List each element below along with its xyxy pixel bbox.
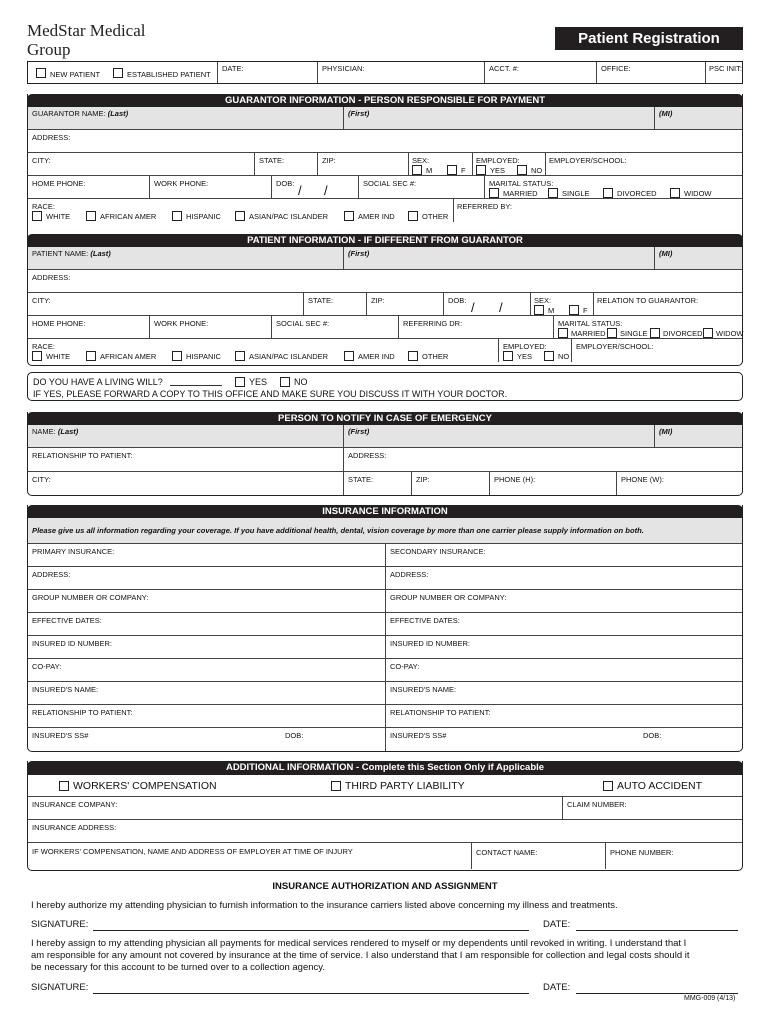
guarantor-referred-field[interactable]: REFERRED BY: [457, 202, 513, 211]
race-african-label: AFRICAN AMER [100, 212, 157, 221]
secondary-dob-field[interactable]: DOB: [643, 731, 662, 740]
primary-group-field[interactable]: GROUP NUMBER OR COMPANY: [32, 593, 149, 602]
patient-employed-label: EMPLOYED: [503, 342, 547, 351]
guarantor-divorced-checkbox[interactable] [603, 188, 613, 198]
secondary-insured-ss-field[interactable]: INSURED'S SS# [390, 731, 447, 740]
signature-label: SIGNATURE: [31, 919, 89, 930]
workers-comp-label: WORKERS' COMPENSATION [73, 780, 217, 792]
patient-dob-field[interactable]: DOB: [448, 296, 467, 305]
guarantor-employed-label: EMPLOYED: [476, 156, 520, 165]
guarantor-employed-yes-checkbox[interactable] [476, 165, 486, 175]
race-white-checkbox[interactable] [32, 351, 42, 361]
guarantor-dob-field[interactable]: DOB: [276, 179, 295, 188]
dob-slash: / [324, 183, 328, 198]
date-line[interactable] [576, 930, 738, 931]
new-patient-label: NEW PATIENT [50, 70, 101, 79]
psc-init-field[interactable]: PSC INIT: [709, 64, 742, 73]
dob-slash: / [298, 183, 302, 198]
race-hispanic-label: HISPANIC [186, 352, 221, 361]
patient-divorced-label: DIVORCED [663, 329, 703, 338]
primary-address-field[interactable]: ADDRESS: [32, 570, 71, 579]
race-asian-label: ASIAN/PAC ISLANDER [249, 352, 329, 361]
date-label: DATE: [543, 919, 571, 930]
patient-widow-checkbox[interactable] [703, 328, 713, 338]
employer-at-injury-field[interactable]: IF WORKERS' COMPENSATION, NAME AND ADDRESS OF EMPLOYER AT TIME OF INJURY [32, 847, 353, 856]
office-field[interactable]: OFFICE: [601, 64, 631, 73]
guarantor-city-field[interactable]: CITY: [32, 156, 51, 165]
emergency-name-label: NAME: [32, 427, 56, 436]
emergency-state-field[interactable]: STATE: [348, 475, 374, 484]
guarantor-employed-no-checkbox[interactable] [517, 165, 527, 175]
patient-sex-m-checkbox[interactable] [534, 305, 544, 315]
patient-first-field[interactable] [348, 249, 369, 258]
first-label: (First) [348, 249, 370, 258]
race-hispanic-label: HISPANIC [186, 212, 221, 221]
patient-single-label: SINGLE [620, 329, 648, 338]
established-patient-label: ESTABLISHED PATIENT [127, 70, 211, 79]
assignment-line-2: am responsible for any amount not covered by insurance at the time of service. I also understand that I am responsible for collection and legal costs should it [31, 950, 690, 961]
patient-home-phone-field[interactable]: HOME PHONE: [32, 319, 86, 328]
page-title: Patient Registration [555, 27, 743, 50]
primary-insured-id-field[interactable]: INSURED ID NUMBER: [32, 639, 113, 648]
last-label: (Last) [90, 249, 111, 258]
patient-employed-yes-checkbox[interactable] [503, 351, 513, 361]
assignment-line-1: I hereby assign to my attending physician all payments for medical services rendered to myself or my dependents until revoked in writing. I understand that I [31, 938, 687, 949]
new-patient-checkbox[interactable] [36, 68, 46, 78]
patient-state-field[interactable]: STATE: [308, 296, 334, 305]
living-will-no-checkbox[interactable] [280, 377, 290, 387]
secondary-insurance-field[interactable]: SECONDARY INSURANCE: [390, 547, 486, 556]
signature-line[interactable] [93, 993, 529, 994]
race-amerind-label: AMER IND [358, 352, 395, 361]
patient-header: PATIENT INFORMATION - IF DIFFERENT FROM GUARANTOR [27, 234, 743, 248]
race-amerind-label: AMER IND [358, 212, 395, 221]
authorization-paragraph: I hereby authorize my attending physician to furnish information to the insurance carriers listed above concerning my illness and treatments. [31, 900, 618, 911]
secondary-copay-field[interactable]: CO-PAY: [390, 662, 420, 671]
guarantor-marital-label: MARITAL STATUS: [489, 179, 554, 188]
third-party-checkbox[interactable] [331, 781, 341, 791]
primary-copay-field[interactable]: CO-PAY: [32, 662, 62, 671]
guarantor-married-label: MARRIED [503, 189, 538, 198]
patient-relation-field[interactable]: RELATION TO GUARANTOR: [597, 296, 699, 305]
patient-name-field[interactable] [32, 249, 111, 258]
workers-comp-checkbox[interactable] [59, 781, 69, 791]
dob-slash: / [499, 300, 503, 315]
guarantor-sex-label: SEX: [412, 156, 430, 165]
last-label: (Last) [57, 427, 79, 436]
patient-employer-field[interactable]: EMPLOYER/SCHOOL: [576, 342, 654, 351]
patient-marital-label: MARITAL STATUS: [558, 319, 623, 328]
primary-dob-field[interactable]: DOB: [285, 731, 304, 740]
guarantor-section [27, 94, 743, 254]
patient-section [27, 234, 743, 366]
patient-mi-field[interactable] [659, 249, 672, 258]
emergency-section [27, 412, 743, 496]
patient-name-label: PATIENT NAME: [32, 249, 89, 258]
guarantor-name-label: GUARANTOR NAME: [32, 109, 106, 118]
patient-sex-label: SEX: [534, 296, 552, 305]
patient-widow-label: WIDOW [716, 329, 744, 338]
patient-sex-m-label: M [548, 306, 555, 315]
guarantor-state-field[interactable]: STATE: [259, 156, 285, 165]
guarantor-single-checkbox[interactable] [548, 188, 558, 198]
patient-single-checkbox[interactable] [607, 328, 617, 338]
guarantor-race-label: RACE: [32, 202, 55, 211]
established-patient-checkbox[interactable] [113, 68, 123, 78]
emergency-phone-w-field[interactable]: PHONE (W): [621, 475, 664, 484]
living-will-question: DO YOU HAVE A LIVING WILL? [33, 377, 163, 387]
secondary-insured-id-field[interactable]: INSURED ID NUMBER: [390, 639, 471, 648]
guarantor-single-label: SINGLE [562, 189, 590, 198]
emergency-mi-field[interactable] [659, 427, 672, 436]
secondary-insured-name-field[interactable]: INSURED'S NAME: [390, 685, 457, 694]
race-amerind-checkbox[interactable] [344, 211, 354, 221]
insurance-address-field[interactable]: INSURANCE ADDRESS: [32, 823, 117, 832]
patient-divorced-checkbox[interactable] [650, 328, 660, 338]
patient-sex-f-checkbox[interactable] [569, 305, 579, 315]
guarantor-employed-no-label: NO [531, 166, 543, 175]
guarantor-widow-label: WIDOW [684, 189, 712, 198]
last-label: (Last) [107, 109, 129, 118]
patient-address-field[interactable]: ADDRESS: [32, 273, 71, 282]
additional-header: ADDITIONAL INFORMATION - Complete this Section Only if Applicable [27, 761, 743, 775]
patient-city-field[interactable]: CITY: [32, 296, 51, 305]
living-will-yes-checkbox[interactable] [235, 377, 245, 387]
patient-employed-no-label: NO [558, 352, 570, 361]
patient-work-phone-field[interactable]: WORK PHONE: [154, 319, 209, 328]
race-asian-checkbox[interactable] [235, 351, 245, 361]
secondary-address-field[interactable]: ADDRESS: [390, 570, 429, 579]
guarantor-sex-m-checkbox[interactable] [412, 165, 422, 175]
race-other-checkbox[interactable] [408, 211, 418, 221]
guarantor-mi-field[interactable] [659, 109, 672, 118]
patient-employed-no-checkbox[interactable] [544, 351, 554, 361]
race-hispanic-checkbox[interactable] [172, 211, 182, 221]
race-african-checkbox[interactable] [86, 351, 96, 361]
insurance-section [27, 505, 743, 752]
guarantor-divorced-label: DIVORCED [617, 189, 657, 198]
emergency-name-field[interactable] [32, 427, 78, 436]
patient-social-field[interactable]: SOCIAL SEC #: [276, 319, 330, 328]
top-row [27, 61, 743, 84]
mi-label: (MI) [659, 249, 673, 258]
guarantor-married-checkbox[interactable] [489, 188, 499, 198]
emergency-phone-h-field[interactable]: PHONE (H): [494, 475, 536, 484]
patient-married-label: MARRIED [571, 329, 606, 338]
primary-insured-name-field[interactable]: INSURED'S NAME: [32, 685, 99, 694]
living-will-yes-label: YES [249, 377, 268, 387]
race-asian-checkbox[interactable] [235, 211, 245, 221]
dob-slash: / [471, 300, 475, 315]
living-will-no-label: NO [294, 377, 308, 387]
secondary-relationship-field[interactable]: RELATIONSHIP TO PATIENT: [390, 708, 491, 717]
living-will-section [27, 372, 743, 401]
guarantor-sex-m-label: M [426, 166, 433, 175]
contact-name-field[interactable]: CONTACT NAME: [476, 848, 538, 857]
mi-label: (MI) [659, 109, 673, 118]
emergency-first-field[interactable] [348, 427, 369, 436]
acct-field[interactable]: ACCT. #: [489, 64, 520, 73]
patient-sex-f-label: F [583, 306, 588, 315]
guarantor-employer-field[interactable]: EMPLOYER/SCHOOL: [549, 156, 627, 165]
guarantor-work-phone-field[interactable]: WORK PHONE: [154, 179, 209, 188]
emergency-zip-field[interactable]: ZIP: [416, 475, 430, 484]
primary-effective-field[interactable]: EFFECTIVE DATES: [32, 616, 102, 625]
logo-line-2: Group [27, 40, 71, 59]
guarantor-header: GUARANTOR INFORMATION - PERSON RESPONSIBLE FOR PAYMENT [27, 94, 743, 108]
third-party-label: THIRD PARTY LIABILITY [345, 780, 465, 792]
authorization-title: INSURANCE AUTHORIZATION AND ASSIGNMENT [272, 881, 498, 892]
patient-married-checkbox[interactable] [558, 328, 568, 338]
emergency-relationship-field[interactable]: RELATIONSHIP TO PATIENT: [32, 451, 133, 460]
assignment-line-3: be necessary for this account to be turned over to a collection agency. [31, 962, 325, 973]
auto-accident-checkbox[interactable] [603, 781, 613, 791]
auto-accident-label: AUTO ACCIDENT [617, 780, 702, 792]
primary-relationship-field[interactable]: RELATIONSHIP TO PATIENT: [32, 708, 133, 717]
emergency-address-field[interactable]: ADDRESS: [348, 451, 387, 460]
additional-section [27, 761, 743, 871]
race-white-label: WHITE [46, 352, 71, 361]
race-other-checkbox[interactable] [408, 351, 418, 361]
emergency-header: PERSON TO NOTIFY IN CASE OF EMERGENCY [27, 412, 743, 426]
race-african-checkbox[interactable] [86, 211, 96, 221]
race-amerind-checkbox[interactable] [344, 351, 354, 361]
race-other-label: OTHER [422, 212, 449, 221]
claim-number-field[interactable]: CLAIM NUMBER: [567, 800, 627, 809]
patient-referring-field[interactable]: REFERRING DR: [403, 319, 463, 328]
primary-insured-ss-field[interactable]: INSURED'S SS# [32, 731, 89, 740]
race-other-label: OTHER [422, 352, 449, 361]
signature-label: SIGNATURE: [31, 982, 89, 993]
patient-race-label: RACE: [32, 342, 55, 351]
guarantor-sex-f-label: F [461, 166, 466, 175]
guarantor-address-field[interactable]: ADDRESS: [32, 133, 71, 142]
living-will-note: IF YES, PLEASE FORWARD A COPY TO THIS OFFICE AND MAKE SURE YOU DISCUSS IT WITH YOUR DOCTOR. [33, 389, 508, 399]
signature-line[interactable] [93, 930, 529, 931]
logo [27, 21, 146, 59]
guarantor-widow-checkbox[interactable] [670, 188, 680, 198]
race-white-checkbox[interactable] [32, 211, 42, 221]
first-label: (First) [348, 109, 370, 118]
logo-line-1: MedStar Medical [27, 21, 146, 40]
insurance-note: Please give us all information regarding your coverage. If you have additional health, dental, vision coverage by more than one carrier please supply information on both. [32, 526, 644, 535]
additional-company-field[interactable]: INSURANCE COMPANY: [32, 800, 118, 809]
guarantor-employed-yes-label: YES [490, 166, 506, 175]
race-hispanic-checkbox[interactable] [172, 351, 182, 361]
form-code: MMG-009 (4/13) [684, 995, 736, 1002]
first-label: (First) [348, 427, 370, 436]
race-african-label: AFRICAN AMER [100, 352, 157, 361]
patient-employed-yes-label: YES [517, 352, 533, 361]
race-white-label: WHITE [46, 212, 71, 221]
patient-zip-field[interactable]: ZIP: [371, 296, 385, 305]
guarantor-sex-f-checkbox[interactable] [447, 165, 457, 175]
race-asian-label: ASIAN/PAC ISLANDER [249, 212, 329, 221]
insurance-header: INSURANCE INFORMATION [27, 505, 743, 519]
phone-number-field[interactable]: PHONE NUMBER: [610, 848, 674, 857]
date-label: DATE: [543, 982, 571, 993]
guarantor-social-field[interactable]: SOCIAL SEC #: [363, 179, 417, 188]
secondary-group-field[interactable]: GROUP NUMBER OR COMPANY: [390, 593, 507, 602]
guarantor-zip-field[interactable]: ZIP: [322, 156, 336, 165]
mi-label: (MI) [659, 427, 673, 436]
guarantor-first-field[interactable] [348, 109, 369, 118]
guarantor-name-field[interactable] [32, 109, 128, 118]
emergency-city-field[interactable]: CITY: [32, 475, 51, 484]
date-field[interactable]: DATE: [222, 64, 244, 73]
primary-insurance-field[interactable]: PRIMARY INSURANCE: [32, 547, 115, 556]
physician-field[interactable]: PHYSICIAN: [322, 64, 365, 73]
guarantor-home-phone-field[interactable]: HOME PHONE: [32, 179, 86, 188]
secondary-effective-field[interactable]: EFFECTIVE DATES: [390, 616, 460, 625]
